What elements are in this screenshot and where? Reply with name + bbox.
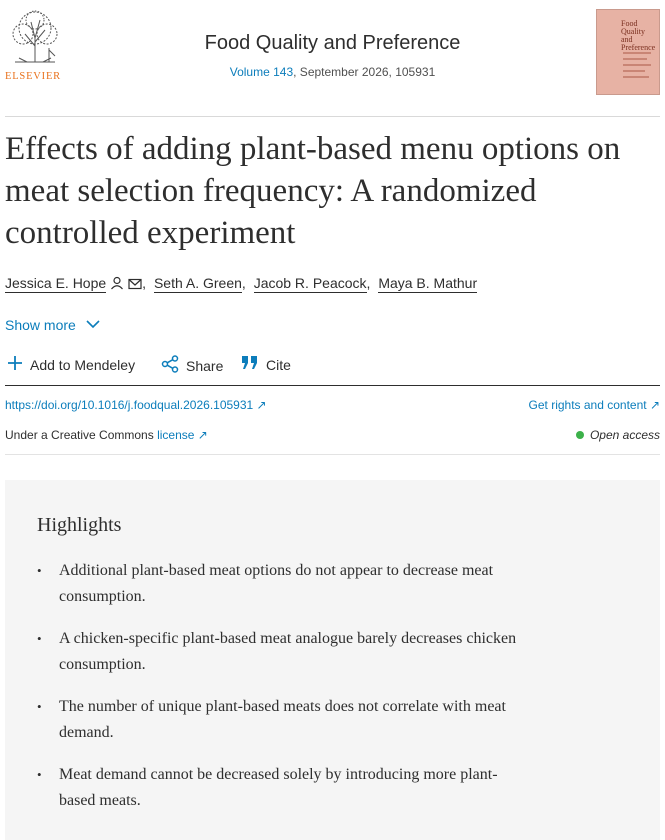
get-rights-text: Get rights and content [528, 398, 647, 412]
cite-label: Cite [266, 356, 291, 373]
chevron-down-icon [86, 316, 100, 332]
highlights-section [5, 480, 660, 840]
license-link-text: license [157, 428, 195, 442]
journal-title[interactable]: Food Quality and Preference [204, 32, 461, 54]
volume-info [5, 65, 660, 79]
publisher-name: ELSEVIER [5, 71, 61, 82]
external-link-icon: ↗ [197, 428, 208, 442]
issue-info: , September 2026, 105931 [293, 65, 436, 79]
license-prefix: Under a Creative Commons [5, 428, 158, 442]
journal-cover-thumbnail[interactable] [596, 9, 660, 95]
author-separator: , [241, 275, 246, 291]
share-icon [161, 355, 179, 376]
show-more-label: Show more [5, 317, 76, 333]
license-statement [5, 428, 208, 442]
cover-line [623, 76, 649, 78]
cover-line [623, 52, 651, 54]
article-title: Effects of adding plant-based menu options on meat selection frequency: A randomized controlled experiment [5, 131, 621, 251]
highlights-heading: Highlights [37, 514, 122, 536]
author-link[interactable]: Seth A. Green [153, 275, 242, 291]
plus-icon [7, 355, 23, 374]
email-icon[interactable] [128, 277, 142, 293]
show-more-button[interactable] [5, 316, 100, 333]
cover-title: Food Quality and Preference [621, 19, 656, 52]
doi-link[interactable] [5, 398, 267, 412]
author-link[interactable]: Maya B. Mathur [378, 275, 478, 291]
author-link[interactable]: Jessica E. Hope [5, 275, 107, 291]
external-link-icon: ↗ [649, 398, 660, 412]
cover-line [623, 64, 651, 66]
highlight-item: • Meat demand cannot be decreased solely by introducing more plant-based meats. [37, 762, 527, 814]
add-to-mendeley-button[interactable] [7, 355, 135, 374]
add-to-mendeley-label: Add to Mendeley [30, 356, 136, 373]
open-access-label: Open access [589, 428, 660, 442]
author-link[interactable]: Jacob R. Peacock [253, 275, 367, 291]
author-separator: , [142, 275, 147, 291]
get-rights-link[interactable] [529, 398, 660, 412]
share-label: Share [186, 357, 224, 374]
highlight-item: • Additional plant-based meat options do not appear to decrease meat consumption. [37, 558, 527, 610]
section-divider [5, 454, 660, 455]
journal-header [5, 0, 660, 117]
cover-line [623, 70, 645, 72]
quote-icon [241, 355, 259, 374]
author-separator: , [366, 275, 371, 291]
cover-line [623, 58, 647, 60]
volume-link[interactable]: Volume 143 [229, 65, 294, 79]
open-access-badge [576, 428, 660, 442]
external-link-icon: ↗ [256, 398, 267, 412]
person-icon[interactable] [110, 276, 124, 293]
open-access-dot-icon [576, 431, 584, 439]
cite-button[interactable] [241, 355, 291, 374]
highlight-item: • A chicken-specific plant-based meat analogue barely decreases chicken consumption. [37, 626, 527, 678]
highlights-list [37, 558, 527, 830]
share-button[interactable] [161, 355, 223, 376]
doi-link-text: https://doi.org/10.1016/j.foodqual.2026.105931 [5, 398, 254, 412]
highlight-item: • The number of unique plant-based meats does not correlate with meat demand. [37, 694, 527, 746]
article-actions-bar [5, 355, 660, 386]
license-link[interactable] [157, 428, 208, 442]
author-list [5, 275, 477, 293]
